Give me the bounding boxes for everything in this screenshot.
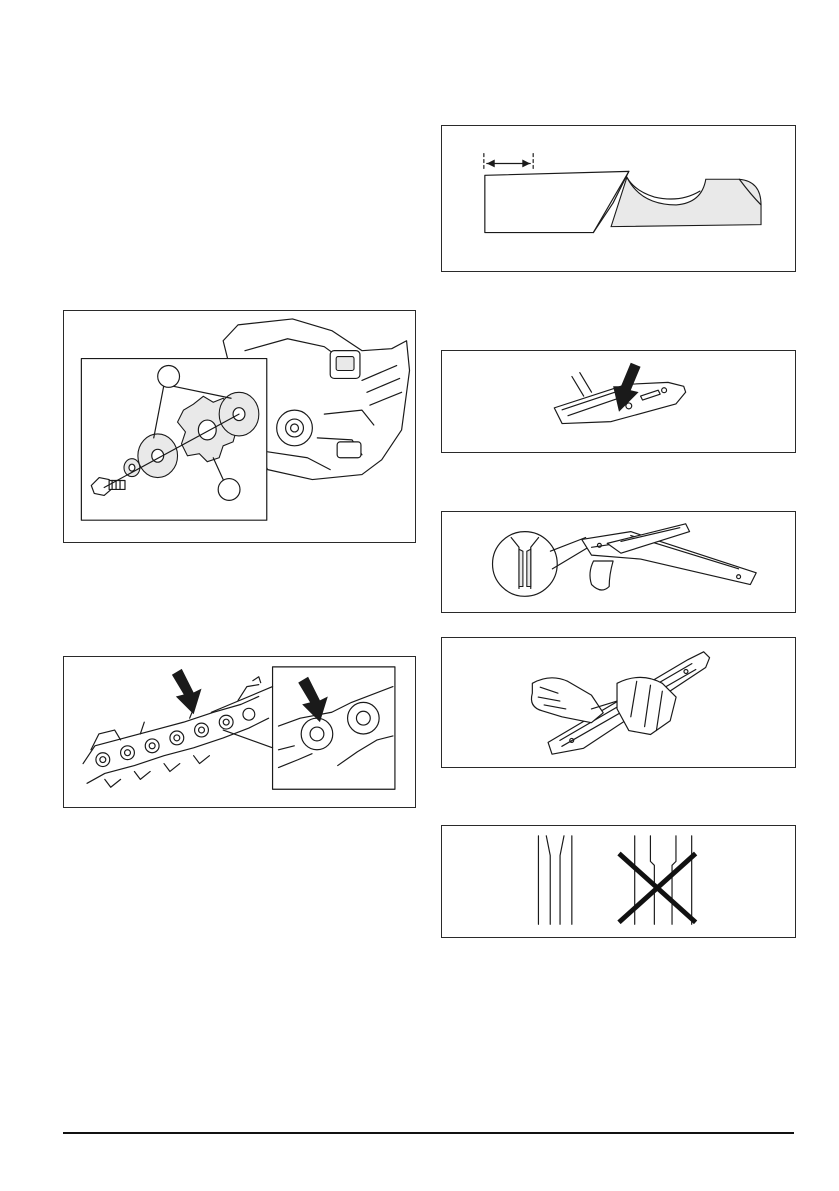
- bar-lubrication-hole-illustration: [442, 351, 795, 452]
- bar-groove-depth-illustration: [442, 126, 795, 271]
- groove-wear-check-illustration: [442, 826, 795, 937]
- figure-bar-burr-filing: [441, 511, 796, 613]
- sprocket-assembly-illustration: [64, 311, 415, 542]
- bar-handling-illustration: [442, 638, 795, 767]
- figure-bar-lubrication-hole: [441, 350, 796, 453]
- footer-rule: [63, 1132, 794, 1134]
- figure-bar-handling: [441, 637, 796, 768]
- figure-chain-drive-link: [63, 656, 416, 808]
- figure-groove-wear-check: [441, 825, 796, 938]
- chain-drive-link-illustration: [64, 657, 415, 807]
- figure-sprocket-assembly: [63, 310, 416, 543]
- bar-burr-filing-illustration: [442, 512, 795, 612]
- figure-bar-groove-depth: [441, 125, 796, 272]
